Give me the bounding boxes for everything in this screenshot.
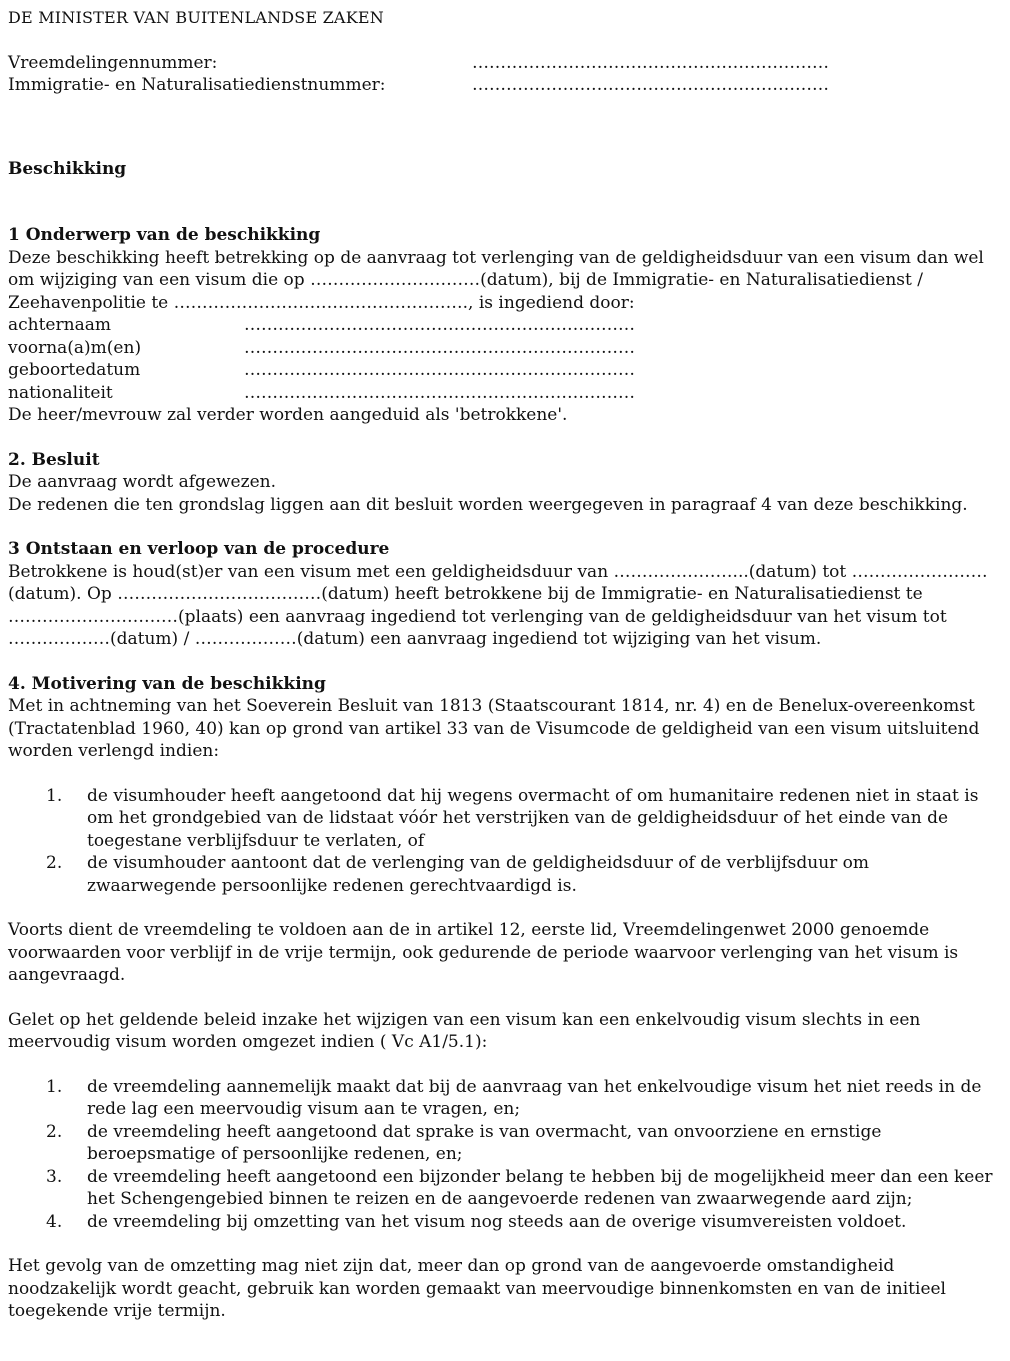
field-value: …………………………………………………………… [244, 382, 635, 403]
section-1-intro: Deze beschikking heeft betrekking op de aanvraag tot verlenging van de geldigheidsduur van een visum dan wel om wijziging van een visum die op …………………………(datum), bij de Immigratie- en Naturalisatiedienst / Zeehavenpolitie te ……………………………………………., is ingediend door: [8, 247, 984, 313]
section-4-paragraph-4: Het gevolg van de omzetting mag niet zijn dat, meer dan op grond van de aangevoerde omstandigheid noodzakelijk wordt geacht, gebruik kan worden gemaakt van meervoudige binnenkomsten en van de initieel toegekende vrije termijn. [8, 1256, 946, 1321]
list-text: de vreemdeling heeft aangetoond dat sprake is van overmacht, van onvoorziene en ernstige beroepsmatige of persoonlijke redenen, en; [87, 1121, 882, 1164]
section-2-line-2: De redenen die ten grondslag liggen aan dit besluit worden weergegeven in paragraaf 4 van deze beschikking. [8, 494, 968, 515]
list-number: 1. [46, 1076, 63, 1097]
meta-label: Immigratie- en Naturalisatiedienstnummer: [8, 75, 386, 95]
conversion-conditions-list [8, 1076, 1003, 1234]
section-4-paragraph-3: Gelet op het geldende beleid inzake het wijzigen van een visum kan een enkelvoudig visum slechts in een meervoudig visum worden omgezet indien ( Vc A1/5.1): [8, 1009, 921, 1052]
document-page [8, 7, 1003, 1323]
list-item [8, 1211, 1003, 1234]
list-text: de visumhouder aantoont dat de verlenging van de geldigheidsduur of de verblijfsduur om zwaarwegende persoonlijke redenen gerechtvaardigd is. [87, 853, 870, 896]
field-label: achternaam [8, 315, 111, 335]
ministry-header: DE MINISTER VAN BUITENLANDSE ZAKEN [8, 8, 384, 27]
section-4-intro: Met in achtneming van het Soeverein Besluit van 1813 (Staatscourant 1814, nr. 4) en de Benelux-overeenkomst (Tractatenblad 1960, 40) kan op grond van artikel 33 van de Visumcode de geldigheid van een visum uitsluitend worden verlengd indien: [8, 696, 980, 761]
list-text: de vreemdeling bij omzetting van het visum nog steeds aan de overige visumvereisten voldoet. [87, 1211, 907, 1232]
meta-value: ……………………………………………………… [472, 75, 829, 95]
section-1-heading: 1 Onderwerp van de beschikking [8, 225, 321, 245]
list-text: de vreemdeling heeft aangetoond een bijzonder belang te hebben bij de mogelijkheid meer dan een keer het Schengengebied binnen te reizen en de aangevoerde redenen van zwaarwegende aard zijn; [87, 1166, 993, 1209]
meta-row-vreemdelingennummer [8, 52, 1003, 75]
meta-row-ind-nummer [8, 74, 1003, 97]
list-number: 2. [46, 853, 63, 873]
list-number: 1. [46, 785, 63, 806]
section-2-line-1: De aanvraag wordt afgewezen. [8, 472, 276, 492]
list-number: 3. [46, 1166, 63, 1187]
field-label: geboortedatum [8, 360, 141, 380]
section-4-heading: 4. Motivering van de beschikking [8, 673, 326, 694]
field-voornamen [8, 337, 1003, 360]
reference-numbers [8, 52, 1003, 97]
field-label: voorna(a)m(en) [8, 337, 142, 358]
list-item [8, 852, 1003, 897]
field-geboortedatum [8, 359, 1003, 382]
section-1-closing: De heer/mevrouw zal verder worden aangeduid als 'betrokkene'. [8, 405, 568, 425]
field-nationaliteit [8, 382, 1003, 405]
field-value: …………………………………………………………… [244, 360, 635, 380]
person-fields [8, 314, 1003, 404]
section-3-text: Betrokkene is houd(st)er van een visum met een geldigheidsduur van …………………...(datum) tot ……………………(datum). Op ………………………………(datum) heeft betrokkene bij de Immigratie- en Naturalisatiedienst te …………………………(plaats) een aanvraag ingediend tot verlenging van de geldigheidsduur van het visum tot ………………(datum) / ………………(datum) een aanvraag ingediend tot wijziging van het visum. [8, 561, 988, 649]
section-3-heading: 3 Ontstaan en verloop van de procedure [8, 539, 390, 559]
list-item [8, 785, 1003, 853]
extension-conditions-list [8, 785, 1003, 898]
meta-value: ……………………………………………………… [472, 52, 829, 73]
field-value: …………………………………………………………… [244, 337, 635, 358]
list-text: de visumhouder heeft aangetoond dat hij wegens overmacht of om humanitaire redenen niet in staat is om het grondgebied van de lidstaat vóór het verstrijken van de geldigheidsduur of het einde van de toegestane verblijfsduur te verlaten, of [87, 785, 979, 851]
list-number: 4. [46, 1211, 63, 1232]
list-item [8, 1166, 1003, 1211]
list-item [8, 1121, 1003, 1166]
field-value: …………………………………………………………… [244, 315, 635, 335]
list-number: 2. [46, 1121, 63, 1142]
list-item [8, 1076, 1003, 1121]
list-text: de vreemdeling aannemelijk maakt dat bij de aanvraag van het enkelvoudige visum het niet reeds in de rede lag een meervoudig visum aan te vragen, en; [87, 1076, 982, 1119]
section-2-heading: 2. Besluit [8, 449, 100, 470]
field-achternaam [8, 314, 1003, 337]
field-label: nationaliteit [8, 382, 113, 403]
section-4-paragraph-2: Voorts dient de vreemdeling te voldoen aan de in artikel 12, eerste lid, Vreemdelingenwet 2000 genoemde voorwaarden voor verblijf in de vrije termijn, ook gedurende de periode waarvoor verlenging van het visum is aangevraagd. [8, 920, 959, 985]
meta-label: Vreemdelingennummer: [8, 52, 218, 73]
document-title: Beschikking [8, 158, 127, 179]
